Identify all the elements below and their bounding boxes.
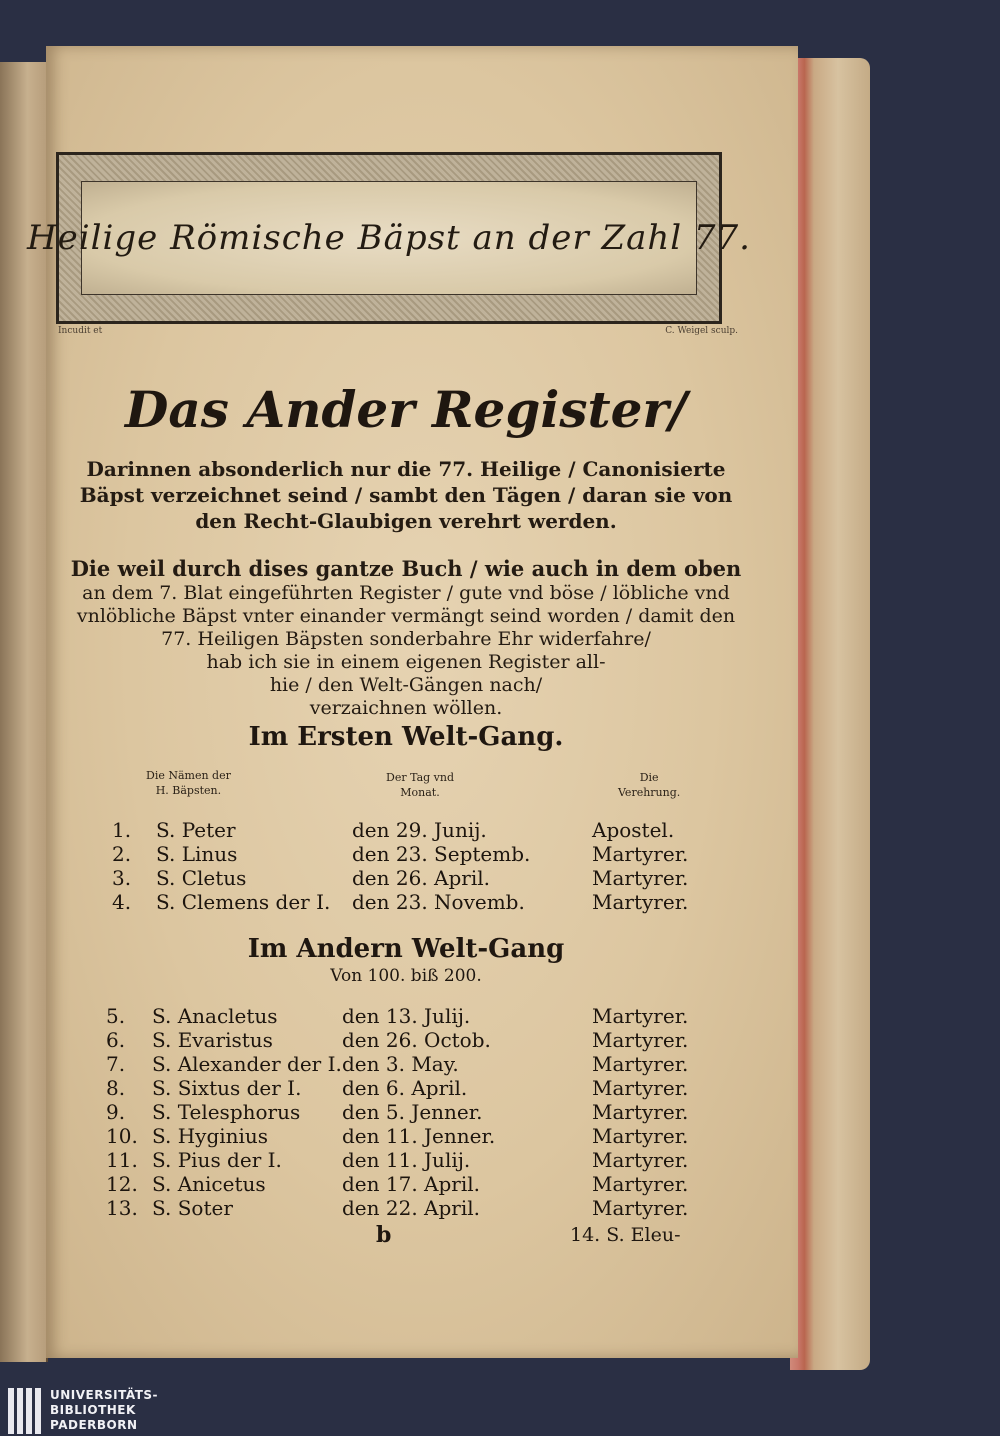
column-header-line: Die xyxy=(639,771,659,784)
pope-name: S. Evaristus xyxy=(152,1028,273,1052)
feast-date: den 6. April. xyxy=(342,1076,468,1100)
feast-date: den 5. Jenner. xyxy=(342,1100,483,1124)
pope-name: S. Anacletus xyxy=(152,1004,278,1028)
library-name xyxy=(50,1388,158,1433)
body-line: hab ich sie in einem eigenen Register all- xyxy=(206,651,606,673)
veneration: Martyrer. xyxy=(592,1148,689,1172)
library-line: BIBLIOTHEK xyxy=(50,1403,136,1417)
library-line: PADERBORN xyxy=(50,1418,138,1432)
intro-line: den Recht-Glaubigen verehrt werden. xyxy=(195,509,617,533)
pope-name: S. Clemens der I. xyxy=(156,890,331,914)
table-row xyxy=(46,1148,766,1174)
page-title: Das Ander Register/ xyxy=(125,380,687,439)
column-header-line: Die Nämen der xyxy=(146,769,231,782)
table-row xyxy=(46,1004,766,1030)
engraver-right: C. Weigel sculp. xyxy=(665,326,738,336)
veneration: Martyrer. xyxy=(592,1172,689,1196)
feast-date: den 11. Jenner. xyxy=(342,1124,496,1148)
table-row xyxy=(46,818,766,844)
pope-number: 11. xyxy=(106,1148,138,1172)
section-heading-second: Im Andern Welt-Gang xyxy=(247,934,565,964)
table-row xyxy=(46,1196,766,1222)
intro-line: Bäpst verzeichnet seind / sambt den Tägen / daran sie von xyxy=(79,483,733,507)
column-header-line: Monat. xyxy=(400,786,440,799)
table-row xyxy=(46,890,766,916)
veneration: Martyrer. xyxy=(592,890,689,914)
body-line: Die weil durch dises gantze Buch / wie auch in dem oben xyxy=(70,556,742,581)
column-header-veneration xyxy=(618,770,680,800)
table-row xyxy=(46,1052,766,1078)
pope-number: 9. xyxy=(106,1100,126,1124)
table-row xyxy=(46,1028,766,1054)
book-page xyxy=(27,46,798,1358)
intro-line: Darinnen absonderlich nur die 77. Heilige / Canonisierte xyxy=(86,457,726,481)
veneration: Martyrer. xyxy=(592,1196,689,1220)
feast-date: den 22. April. xyxy=(342,1196,480,1220)
veneration: Martyrer. xyxy=(592,1004,689,1028)
body-line: an dem 7. Blat eingeführten Register / gute vnd böse / löbliche vnd xyxy=(82,582,730,604)
pope-number: 12. xyxy=(106,1172,138,1196)
veneration: Martyrer. xyxy=(592,1076,689,1100)
signature-mark: b xyxy=(376,1222,392,1248)
pope-name: S. Peter xyxy=(156,818,236,842)
table-row xyxy=(46,1100,766,1126)
feast-date: den 26. April. xyxy=(352,866,490,890)
pope-name: S. Telesphorus xyxy=(152,1100,301,1124)
banner-title: Heilige Römische Bäpst an der Zahl 77. xyxy=(27,218,751,258)
feast-date: den 17. April. xyxy=(342,1172,480,1196)
pope-name: S. Alexander der I. xyxy=(152,1052,342,1076)
pope-number: 10. xyxy=(106,1124,138,1148)
body-line: 77. Heiligen Bäpsten sonderbahre Ehr widerfahre/ xyxy=(161,628,651,650)
pope-name: S. Anicetus xyxy=(152,1172,266,1196)
column-header-line: Der Tag vnd xyxy=(386,771,455,784)
pope-number: 3. xyxy=(112,866,132,890)
engraver-left: Incudit et xyxy=(58,326,103,336)
table-row xyxy=(46,842,766,868)
column-header-date xyxy=(386,770,454,800)
library-logo-icon xyxy=(8,1388,41,1434)
column-header-names xyxy=(146,768,231,798)
table-row xyxy=(46,1172,766,1198)
pope-number: 1. xyxy=(112,818,132,842)
decorative-banner xyxy=(27,152,751,324)
table-row xyxy=(46,1124,766,1150)
banner-cartouche xyxy=(27,181,751,295)
pope-name: S. Hyginius xyxy=(152,1124,269,1148)
book-edge xyxy=(790,58,870,1370)
body-paragraph xyxy=(46,556,766,720)
body-line: hie / den Welt-Gängen nach/ xyxy=(269,674,543,696)
body-line: verzaichnen wöllen. xyxy=(309,697,503,719)
pope-name: S. Pius der I. xyxy=(152,1148,282,1172)
feast-date: den 13. Julij. xyxy=(342,1004,471,1028)
pope-number: 2. xyxy=(112,842,132,866)
pope-name: S. Sixtus der I. xyxy=(152,1076,302,1100)
pope-number: 6. xyxy=(106,1028,126,1052)
feast-date: den 11. Julij. xyxy=(342,1148,471,1172)
feast-date: den 26. Octob. xyxy=(342,1028,491,1052)
column-header-line: H. Bäpsten. xyxy=(155,784,222,797)
veneration: Martyrer. xyxy=(592,1100,689,1124)
catchword: 14. S. Eleu- xyxy=(570,1224,681,1246)
veneration: Martyrer. xyxy=(592,1052,689,1076)
section-heading-first: Im Ersten Welt-Gang. xyxy=(248,722,564,752)
veneration: Martyrer. xyxy=(592,1028,689,1052)
table-row xyxy=(46,1076,766,1102)
feast-date: den 23. Septemb. xyxy=(352,842,531,866)
pope-number: 13. xyxy=(106,1196,138,1220)
section-subheading: Von 100. biß 200. xyxy=(330,966,482,986)
veneration: Martyrer. xyxy=(592,842,689,866)
feast-date: den 3. May. xyxy=(342,1052,459,1076)
column-header-line: Verehrung. xyxy=(618,786,681,799)
pope-name: S. Soter xyxy=(152,1196,233,1220)
intro-paragraph xyxy=(46,456,766,534)
feast-date: den 23. Novemb. xyxy=(352,890,525,914)
pope-number: 5. xyxy=(106,1004,126,1028)
pope-name: S. Linus xyxy=(156,842,238,866)
pope-number: 7. xyxy=(106,1052,126,1076)
pope-number: 8. xyxy=(106,1076,126,1100)
veneration: Martyrer. xyxy=(592,1124,689,1148)
feast-date: den 29. Junij. xyxy=(352,818,487,842)
pope-number: 4. xyxy=(112,890,132,914)
veneration: Apostel. xyxy=(592,818,675,842)
table-row xyxy=(46,866,766,892)
body-line: vnlöbliche Bäpst vnter einander vermängt seind worden / damit den xyxy=(76,605,736,627)
veneration: Martyrer. xyxy=(592,866,689,890)
pope-name: S. Cletus xyxy=(156,866,247,890)
library-line: UNIVERSITÄTS- xyxy=(50,1388,159,1402)
